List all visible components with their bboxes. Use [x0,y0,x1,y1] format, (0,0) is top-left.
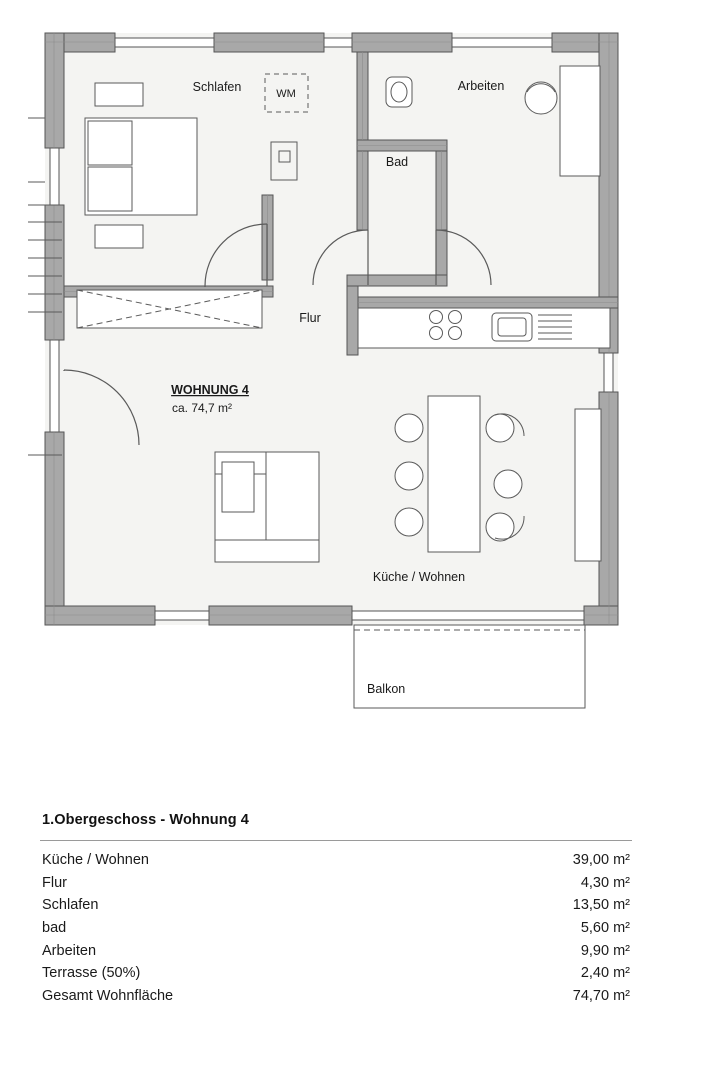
appliance-label-wm: WM [276,88,296,100]
legend-row-name: Arbeiten [42,942,97,959]
legend-divider [40,840,632,841]
bath-fixtures [386,77,412,107]
room-label-balkon: Balkon [367,682,406,696]
legend-row-name: Flur [42,874,67,891]
dining-set [395,396,524,552]
legend-row-value: 39,00 m² [572,852,630,869]
legend-title: 1.Obergeschoss - Wohnung 4 [42,812,249,828]
legend-row-name: Küche / Wohnen [42,852,149,869]
legend-row-value: 13,50 m² [572,897,630,914]
legend-row [40,872,632,895]
room-label-flur: Flur [299,311,321,325]
kitchen-counter [358,308,610,348]
room-label-bad: Bad [385,155,409,169]
unit-area-label: ca. 74,7 m² [171,401,233,415]
area-legend [40,812,632,1007]
room-label-kueche-wohnen: Küche / Wohnen [372,570,466,584]
legend-row [40,894,632,917]
legend-row-value: 2,40 m² [580,965,630,982]
legend-row-total [40,985,632,1008]
legend-row-value: 9,90 m² [580,942,630,959]
legend-row-value: 5,60 m² [580,920,630,937]
room-label-arbeiten: Arbeiten [457,79,505,93]
legend-row [40,962,632,985]
legend-row-name: Schlafen [42,897,99,914]
legend-row-name: Gesamt Wohnfläche [42,987,174,1004]
legend-row-name: bad [42,920,67,937]
legend-row [40,939,632,962]
room-label-schlafen: Schlafen [192,80,242,94]
legend-row-value: 74,70 m² [572,987,630,1004]
unit-label: WOHNUNG 4 [171,383,249,397]
legend-row [40,849,632,872]
legend-row-value: 4,30 m² [580,874,630,891]
legend-row-name: Terrasse (50%) [42,965,141,982]
legend-row [40,917,632,940]
